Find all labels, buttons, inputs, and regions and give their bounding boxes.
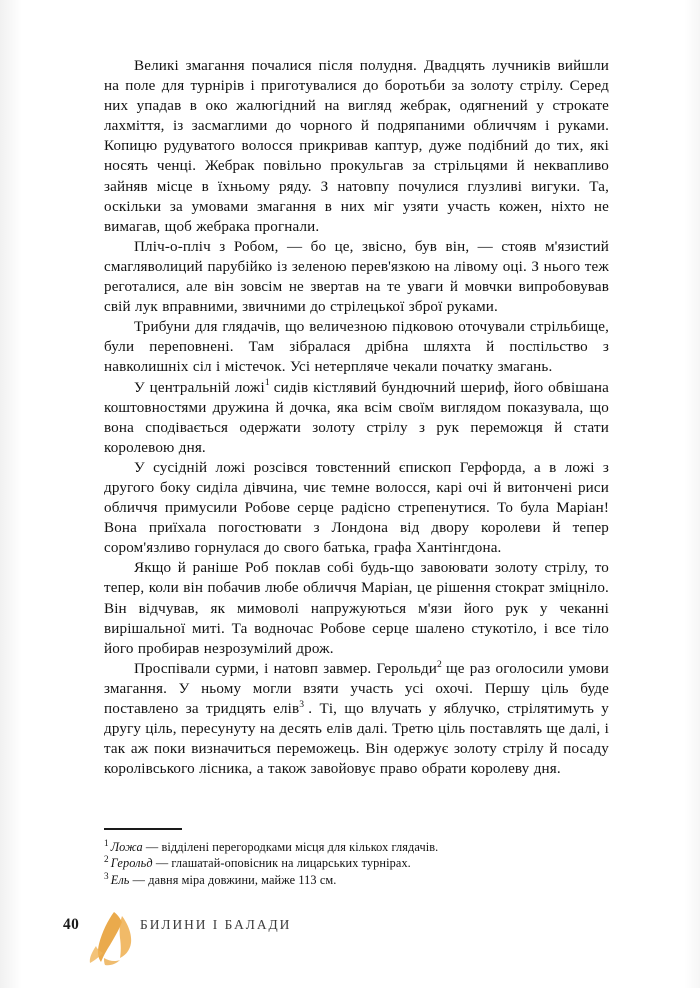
footnote-ref-2[interactable]: 2 [437,658,442,670]
paragraph-4-text-before: У центральній ложі [134,379,265,396]
paragraph-7-text-part-2: ще раз оголосили умови змагання. У ньому могли взяти участь усі охочі. Першу ціль буде поставлено за тридцять елів [104,660,609,717]
paragraph-3: Трибуни для глядачів, що величезною підковою оточували стрільбище, були переповнені. Там зібралася дрібна шляхта й посπільство з навколишніх сіл і містечок. Усі нетерпляче чекали початку змагань. [104,319,609,376]
paragraph-2: Пліч-о-пліч з Робом, — бо це, звісно, був він, — стояв м'язистий смагляволиций парубійко із зеленою перев'язкою на лівому оці. З нього теж реготалися, але він зовсім не звертав на те уваги й мовчки випробовував свій лук вправними, звичними до стрілецької зброї руками. [104,238,609,316]
page-footer [0,908,700,970]
footnote-number-2: 2 [104,854,109,865]
paragraph-4-with-footnote-1 [104,378,609,458]
footnote-item-2 [104,855,609,871]
footnote-number-1: 1 [104,837,109,848]
footnote-ref-1[interactable]: 1 [264,377,270,389]
scan-shadow-left [0,0,22,988]
paragraph-1: Великі змагання почалися після полудня. Двадцять лучників вийшли на поле для турнірів і приготувалися до боротьби за золоту стрілу. Серед них упадав в око жалюгідний на вигляд жебрак, одягнений у строкате лахміття, із засмаглими до чорного й подряпаними обличчям і руками. Копицю рудуватого волосся прикривав каптур, дуже подібний до тих, які носять ченці. Жебрак повільно прокульгав за стрільцями й неквапливо зайняв місце в їхньому ряду. З натовпу почулися глузливі вигуки. Та, оскільки за умовами змагання в них міг узяти участь кожен, ніхто не вимагав, щоб жебрака прогнали. [104,58,609,235]
paragraph-5: У сусідній ложі розсівся товстенний єпископ Герфорда, а в ложі з другого боку сиділа дівчина, чиє темне волосся, карі очі й витончені риси обличчя примусили Робове серце радісно стрепенутися. То була Маріан! Вона приїхала погостювати з Лондона від двору королеви й тепер сором'язливо горнулася до свого батька, графа Хантінгдона. [104,459,609,557]
paragraph-6: Якщо й раніше Роб поклав собі будь-що завоювати золоту стрілу, то тепер, коли він побачив любе обличчя Маріан, це рішення стократ зміцніло. Він відчував, як мимоволі напружуються м'язи його рук у чеканні вирішальної миті. Та водночас Робове серце шалено стукотіло, і все тіло його пробирав незрозумілий дрож. [104,560,609,657]
page-number: 40 [63,916,80,933]
footnote-text-3: — давня міра довжини, майже 113 см. [129,872,337,887]
footnote-item-3 [104,872,609,888]
scan-shadow-right [684,0,700,988]
footnote-text-2: — глашатай-оповісник на лицарських турнірах. [152,856,411,871]
feather-flourish-icon [84,910,146,968]
footnote-text-1: — відділені перегородками місця для кількох глядачів. [142,840,439,854]
paragraph-7-with-footnotes-2-3 [104,659,609,780]
footnote-term-3: Ель [110,872,130,887]
paragraph-7-text-part-3: . Ті, що влучать у яблучко, стрілятимуть у другу ціль, пересунуту на десять елів далі. Третю ціль поставлять ще далі, і так аж поки визначиться переможець. Він одержує золоту стрілу й посаду королівського лісника, а також завойовує право обрати королеву дня. [104,701,609,778]
footnote-item-1 [104,839,609,855]
footnote-separator-rule [104,828,182,830]
footnote-number-3: 3 [104,870,109,881]
footnote-term-2: Герольд [110,856,153,871]
body-text-block [104,56,609,779]
paragraph-4-text-after: сидів кістлявий бундючний шериф, його обвішана коштовностями дружина й дочка, яка всім своїм виглядом показувала, що вона сподівається одержати золоту стрілу з рук переможця й стати королевою дня. [104,379,609,456]
paragraph-7-text-part-1: Проспівали сурми, і натовп завмер. Герольди [134,660,438,677]
footnotes-section [104,828,609,888]
footnote-term-1: Ложа [110,840,143,854]
footnote-ref-3[interactable]: 3 [299,698,305,710]
footer-section-title: БИЛИНИ І БАЛАДИ [140,917,292,932]
